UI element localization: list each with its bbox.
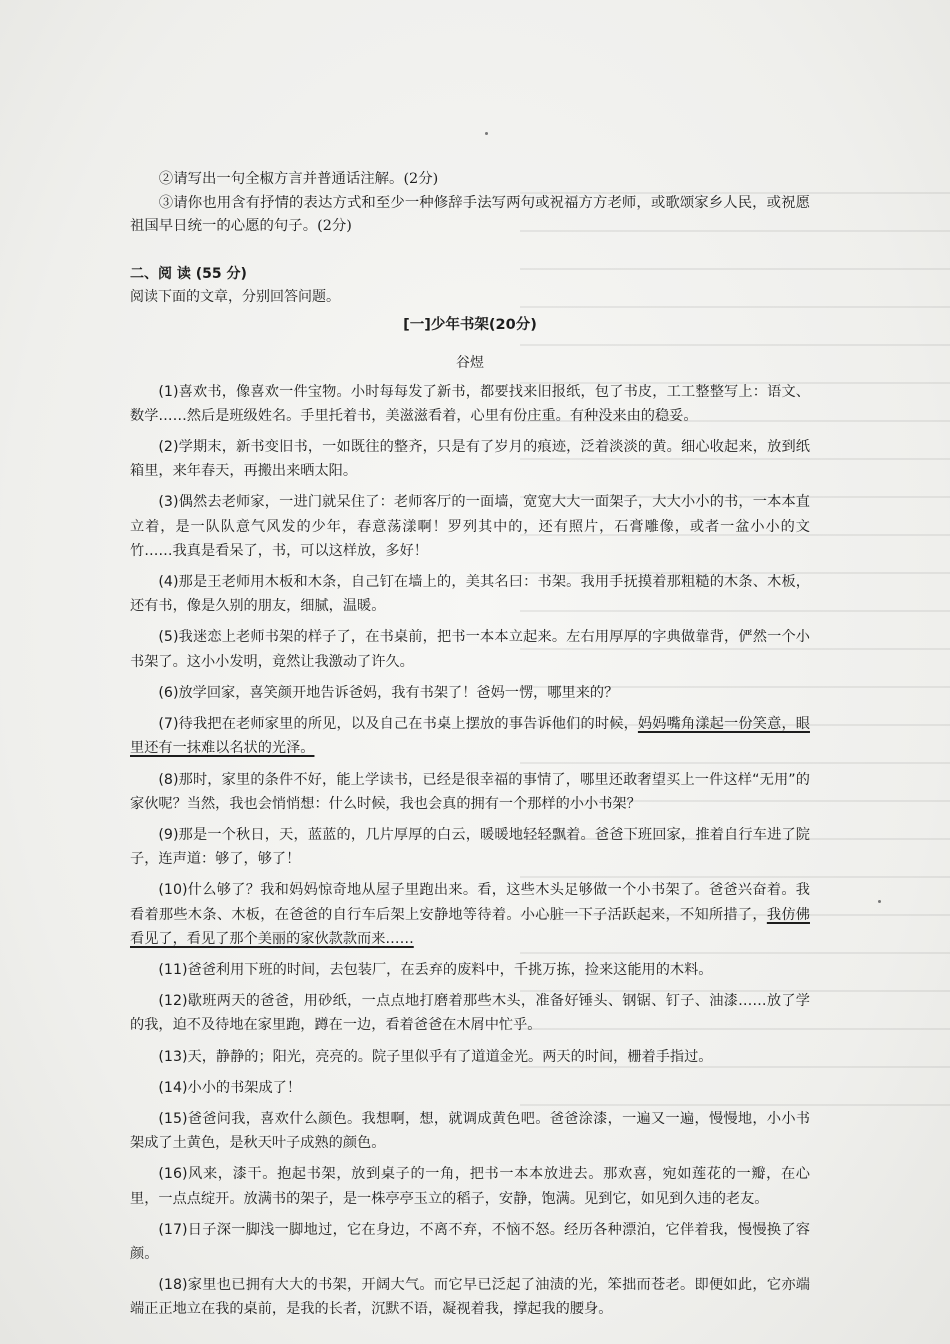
underlined-sentence-7: 妈妈嘴角漾起一份笑意，眼里还有一抹难以名状的光泽。	[130, 716, 810, 757]
paragraph-6: (6)放学回家，喜笑颜开地告诉爸妈，我有书架了！爸妈一愣，哪里来的？	[158, 684, 619, 701]
paragraph-11: (11)爸爸利用下班的时间，去包装厂，在丢弃的废料中，千挑万拣，捡来这能用的木料。	[158, 961, 713, 978]
paragraph-5: (5)我迷恋上老师书架的样子了，在书桌前，把书一本本立起来。左右用厚厚的字典做靠背，俨然一个小书架了。这小小发明，竟然让我激动了许久。	[130, 629, 810, 670]
paragraph-10-text: (10)什么够了？我和妈妈惊奇地从屋子里跑出来。看，这些木头足够做一个小书架了。爸爸兴奋着。我看着那些木条、木板，在爸爸的自行车后架上安静地等待着。小心脏一下子活跃起来，不知所措了，	[130, 882, 810, 923]
section-instruction: 阅读下面的文章，分别回答问题。	[130, 289, 340, 306]
paragraph-12: (12)歇班两天的爸爸，用砂纸，一点点地打磨着那些木头，准备好锤头、钢锯、钉子、油漆……放了学的我，迫不及待地在家里跑，蹲在一边，看着爸爸在木屑中忙乎。	[130, 993, 810, 1034]
paragraph-7	[130, 712, 810, 760]
paragraph-17: (17)日子深一脚浅一脚地过，它在身边，不离不弃，不恼不怒。经历各种漂泊，它伴着我，慢慢换了容颜。	[130, 1221, 810, 1262]
paragraph-13: (13)天，静静的；阳光，亮亮的。院子里似乎有了道道金光。两天的时间，栅着手指过。	[158, 1048, 713, 1065]
underlined-sentence-10: 我仿佛看见了，看见了那个美丽的家伙款款而来……	[130, 906, 810, 947]
section-heading: 二、阅 读 (55 分)	[130, 265, 247, 282]
article-author: 谷煜	[456, 355, 484, 372]
paragraph-14: (14)小小的书架成了！	[158, 1079, 302, 1096]
paragraph-2: (2)学期末，新书变旧书，一如既往的整齐，只是有了岁月的痕迹，泛着淡淡的黄。细心收起来，放到纸箱里，来年春天，再搬出来晒太阳。	[130, 439, 810, 480]
scan-speck	[485, 132, 488, 135]
document-body	[130, 168, 810, 1329]
question-2: ②请写出一句全椒方言并普通话注解。(2分)	[158, 171, 439, 187]
paragraph-7-text: (7)待我把在老师家里的所见，以及自己在书桌上摆放的事告诉他们的时候，	[158, 716, 638, 733]
paragraph-4: (4)那是王老师用木板和木条，自己钉在墙上的，美其名曰：书架。我用手抚摸着那粗糙的木条、木板，还有书，像是久别的朋友，细腻，温暖。	[130, 574, 810, 615]
paragraph-9: (9)那是一个秋日，天，蓝蓝的，几片厚厚的白云，暖暖地轻轻飘着。爸爸下班回家，推着自行车进了院子，连声道：够了，够了！	[130, 826, 810, 868]
paragraph-1: (1)喜欢书，像喜欢一件宝物。小时每每发了新书，都要找来旧报纸，包了书皮，工工整整写上：语文、数学……然后是班级姓名。手里托着书，美滋滋看着，心里有份庄重。有种没来由的稳妥。	[130, 383, 810, 424]
paragraph-3: (3)偶然去老师家，一进门就呆住了：老师客厅的一面墙，宽宽大大一面架子，大大小小的书，一本本直立着，是一队队意气风发的少年，春意荡漾啊！罗列其中的，还有照片，石膏雕像，或者一盆小小的文竹……我真是看呆了，书，可以这样放，多好！	[130, 494, 810, 559]
paragraph-10	[130, 878, 810, 951]
scan-speck	[878, 900, 881, 903]
paragraph-16: (16)风来，漆干。抱起书架，放到桌子的一角，把书一本本放进去。那欢喜，宛如莲花的一瓣，在心里，一点点绽开。放满书的架子，是一株亭亭玉立的稻子，安静，饱满。见到它，如见到久违的老友。	[130, 1166, 810, 1207]
paragraph-15: (15)爸爸问我，喜欢什么颜色。我想啊，想，就调成黄色吧。爸爸涂漆，一遍又一遍，慢慢地，小小书架成了土黄色，是秋天叶子成熟的颜色。	[130, 1110, 810, 1152]
paragraph-18: (18)家里也已拥有大大的书架，开阔大气。而它早已泛起了油渍的光，笨拙而苍老。即便如此，它亦端端正正地立在我的桌前，是我的长者，沉默不语，凝视着我，撑起我的腰身。	[130, 1277, 810, 1318]
question-3: ③请你也用含有抒情的表达方式和至少一种修辞手法写两句或祝福方方老师，或歌颂家乡人民，或祝愿祖国早日统一的心愿的句子。(2分)	[130, 194, 810, 235]
paragraph-8: (8)那时，家里的条件不好，能上学读书，已经是很幸福的事情了，哪里还敢奢望买上一件这样“无用”的家伙呢？当然，我也会悄悄想：什么时候，我也会真的拥有一个那样的小小书架？	[130, 771, 810, 812]
article-title: [一]少年书架(20分)	[403, 316, 537, 333]
